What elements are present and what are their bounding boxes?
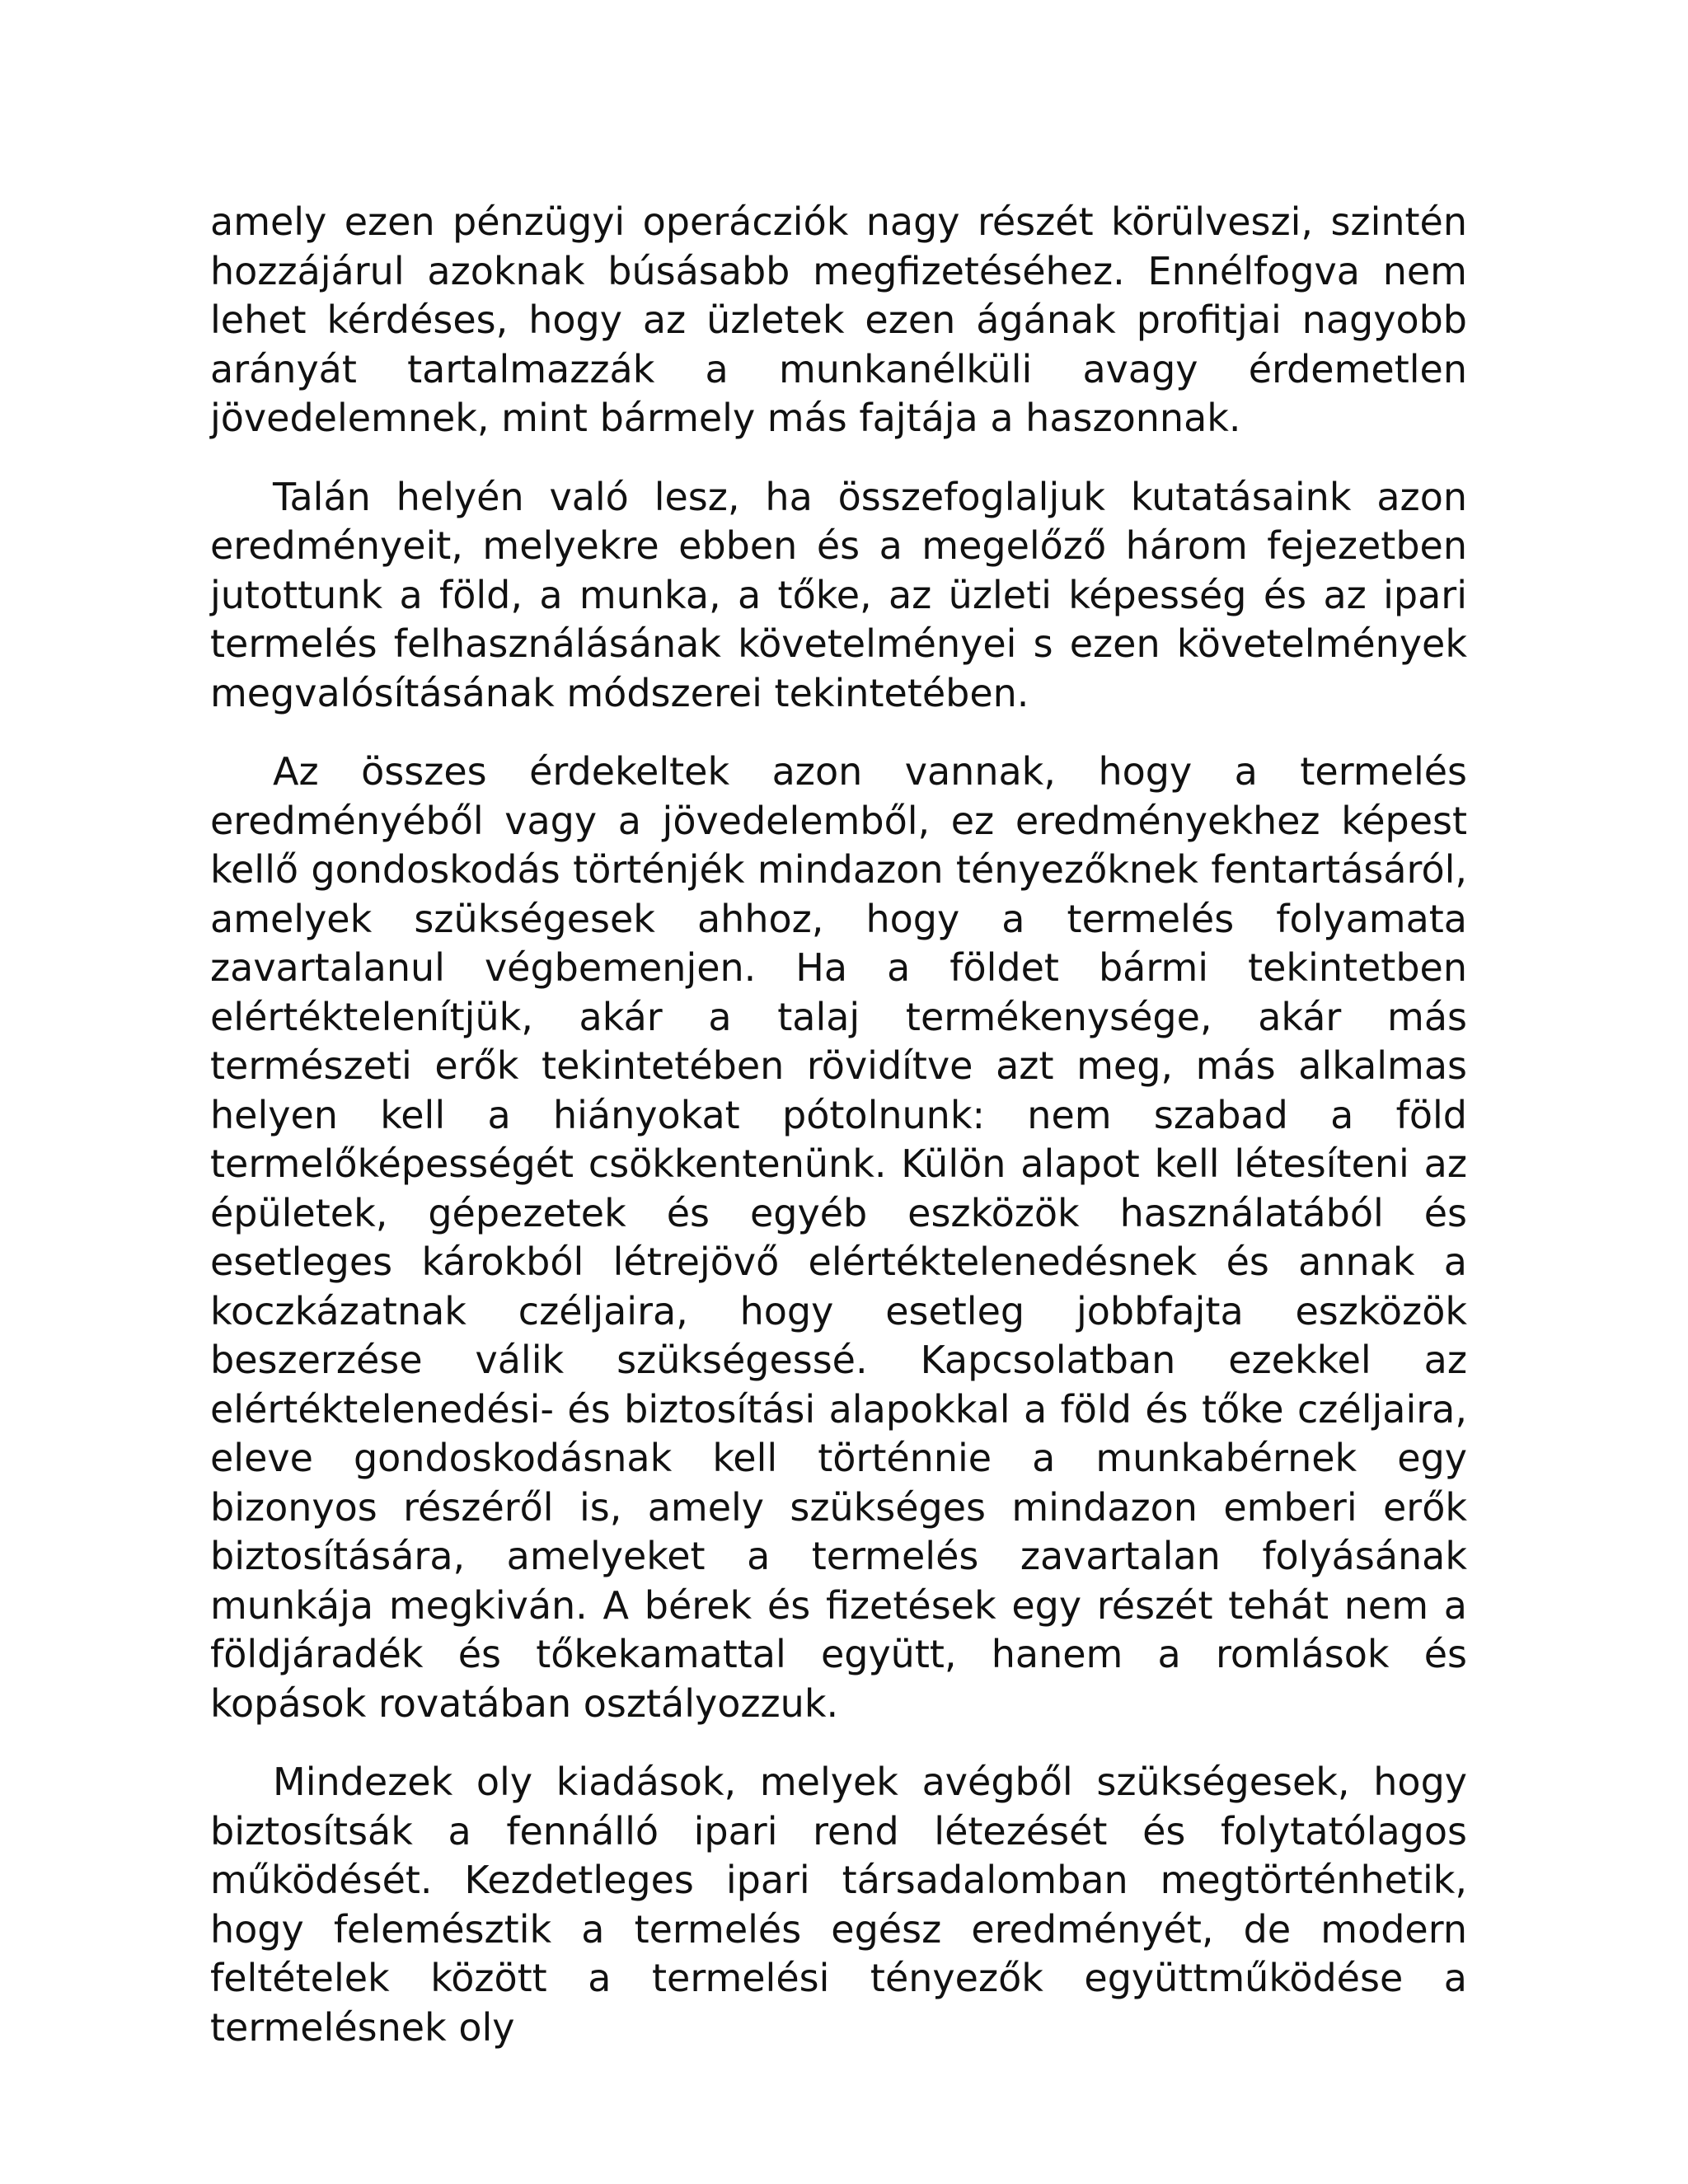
paragraph-summary: Talán helyén való lesz, ha összefoglaljuk kutatásaink azon eredményeit, melyekre ebben és a megelőző három fejezetben jutottunk a föld, a munka, a tőke, az üzleti képesség és az ipari termelés felhasználásának követelményei s ezen követelmények megvalósításának módszerei tekintetében.	[210, 474, 1467, 715]
paragraph-production-funds: Az összes érdekeltek azon vannak, hogy a termelés eredményéből vagy a jövedelemből, ez eredményekhez képest kellő gondoskodás történjék mindazon tényezőknek fentartásáról, amelyek szükségesek ahhoz, hogy a termelés folyamata zavartalanul végbemenjen. Ha a földet bármi tekintetben elértéktelenítjük, akár a talaj termékenysége, akár más természeti erők tekintetében rövidítve azt meg, más alkalmas helyen kell a hiányokat pótolnunk: nem szabad a föld termelőképességét csökkentenünk. Külön alapot kell létesíteni az épületek, gépezetek és egyéb eszközök használatából és esetleges károkból létrejövő elértéktelenedésnek és annak a koczkázatnak czéljaira, hogy esetleg jobbfajta eszközök beszerzése válik szükségessé. Kapcsolatban ezekkel az elértéktelenedési- és biztosítási alapokkal a föld és tőke czéljaira, eleve gondoskodásnak kell történnie a munkabérnek egy bizonyos részéről is, amely szükséges mindazon emberi erők biztosítására, amelyeket a termelés zavartalan folyásának munkája megkiván. A bérek és fizetések egy részét tehát nem a földjáradék és tőkekamattal együtt, hanem a romlások és kopások rovatában osztályozzuk.	[210, 749, 1467, 1726]
paragraph-expenses: Mindezek oly kiadások, melyek avégből szükségesek, hogy biztosítsák a fennálló ipari rend létezését és folytatólagos működését. Kezdetleges ipari társadalomban megtörténhetik, hogy felemésztik a termelés egész eredményét, de modern feltételek között a termelési tényezők együttműködése a termelésnek oly	[210, 1760, 1467, 2050]
body-text	[210, 198, 1467, 2082]
paragraph-continuation: amely ezen pénzügyi operácziók nagy részét körülveszi, szintén hozzájárul azoknak búsásabb megfizetéséhez. Ennélfogva nem lehet kérdéses, hogy az üzletek ezen ágának profitjai nagyobb arányát tartalmazzák a munkanélküli avagy érdemetlen jövedelemnek, mint bármely más fajtája a haszonnak.	[210, 199, 1467, 440]
